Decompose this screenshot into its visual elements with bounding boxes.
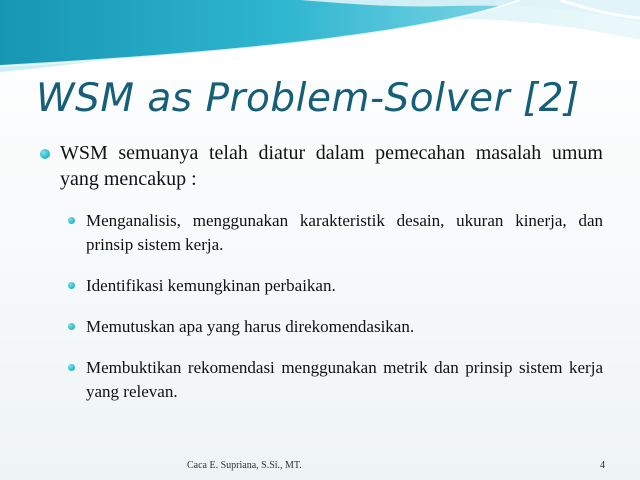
bullet-icon	[68, 323, 75, 330]
bullet-icon	[68, 217, 75, 224]
slide-footer-author: Caca E. Supriana, S.Si., MT.	[187, 460, 302, 471]
main-bullet-point	[40, 140, 603, 192]
sub-bullet-point	[66, 209, 603, 257]
sub-bullet-point	[66, 356, 603, 404]
bullet-icon	[40, 149, 50, 159]
bullet-icon	[68, 282, 75, 289]
slide-title: WSM as Problem-Solver [2]	[36, 76, 580, 121]
main-bullet-text: WSM semuanya telah diatur dalam pemecahan masalah umum yang mencakup :	[60, 142, 603, 190]
sub-bullet-point	[66, 274, 603, 298]
slide-page-number: 4	[600, 460, 605, 471]
sub-bullet-text: Menganalisis, menggunakan karakteristik desain, ukuran kinerja, dan prinsip sistem kerja.	[86, 211, 603, 254]
slide-content	[40, 140, 603, 412]
bullet-icon	[68, 364, 75, 371]
header-wave-decoration	[0, 0, 640, 80]
sub-bullet-text: Memutuskan apa yang harus direkomendasikan.	[86, 317, 415, 336]
sub-bullet-point	[66, 315, 603, 339]
sub-bullet-text: Identifikasi kemungkinan perbaikan.	[86, 276, 336, 295]
sub-bullet-text: Membuktikan rekomendasi menggunakan metrik dan prinsip sistem kerja yang relevan.	[86, 358, 603, 401]
